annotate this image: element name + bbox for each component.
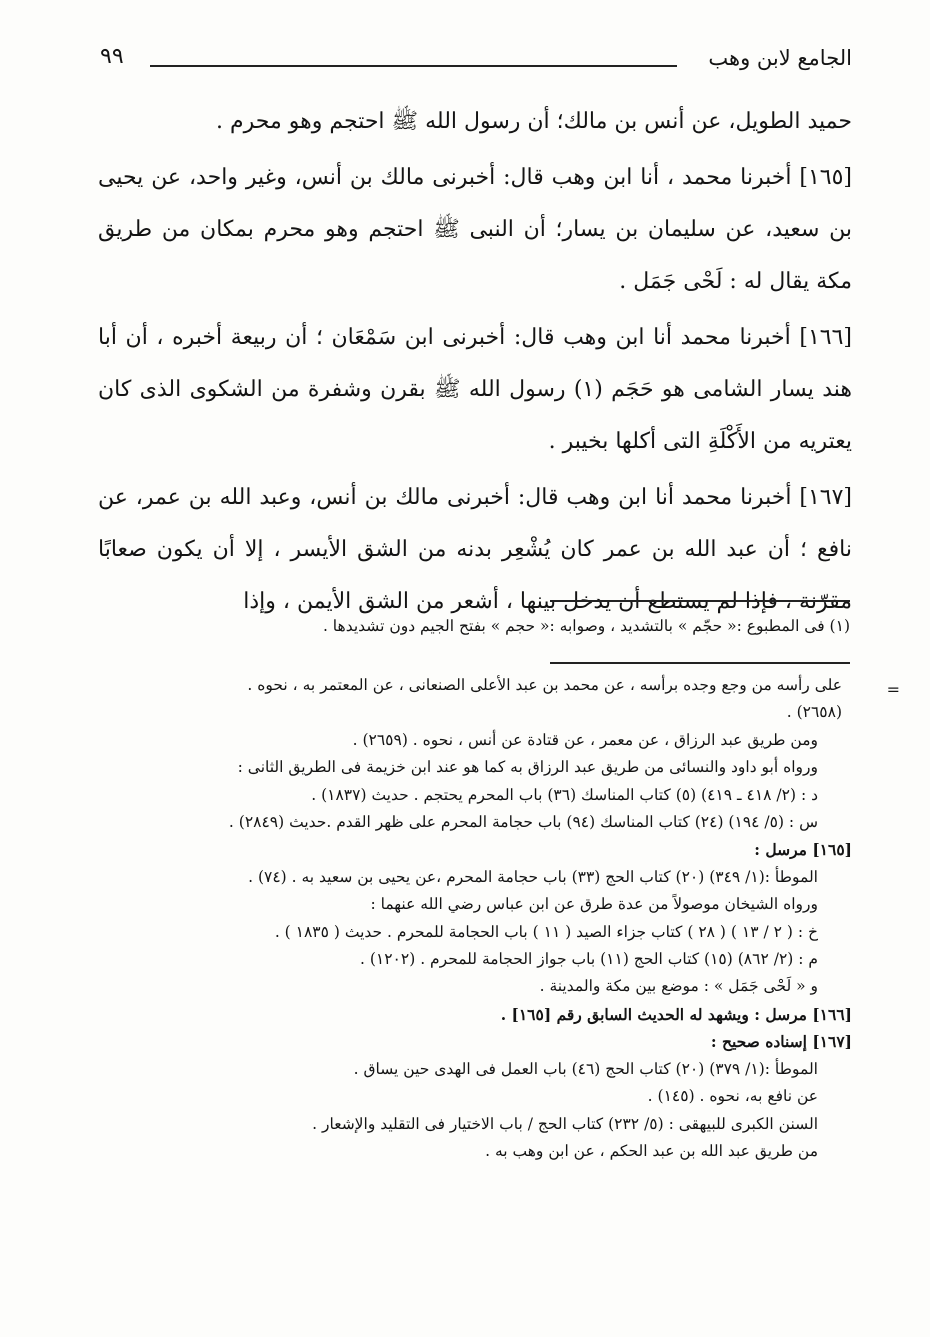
hadith-165 [98, 152, 852, 308]
takhrij-line: ورواه الشيخان موصولاً من عدة طرق عن ابن عباس رضي الله عنهما : [370, 895, 818, 914]
takhrij-line: س : (٥/ ١٩٤) (٢٤) كتاب المناسك (٩٤) باب حجامة المحرم على ظهر القدم .حديث (٢٨٤٩) . [228, 813, 818, 832]
running-header [100, 44, 852, 84]
hadith-number: [١٦٦] [799, 325, 852, 350]
hadith-text: أخبرنا محمد أنا ابن وهب قال: أخبرنى ابن سَمْعَان ؛ أن ربيعة أخبره ، أن أبا هند يسار الشامى هو حَجَم (١) رسول الله ﷺ بقرن وشفرة من الشكوى الذى كان يعتريه من الأَكْلَةِ التى أكلها بخيبر . [98, 325, 853, 454]
takhrij-notes [92, 672, 900, 1165]
paragraph [98, 96, 852, 148]
takhrij-heading: [١٦٧] إسناده صحيح : [710, 1032, 852, 1052]
hadith-text: أخبرنا محمد أنا ابن وهب قال: أخبرنى مالك بن أنس، وعبد الله بن عمر، عن نافع ؛ أن عبد الله بن عمر كان يُشْعِر بدنه من الشق الأيسر ، إلا أن يكون صعابًا مقرّنة ، فإذا لم يستطع أن يدخل بينها ، أشعر من الشق الأيمن ، وإذا [98, 485, 852, 614]
takhrij-line: ورواه أبو داود والنسائى من طريق عبد الرزاق به كما هو عند ابن خزيمة فى الطريق الثانى : [237, 758, 818, 777]
takhrij-heading: [١٦٥] مرسل : [754, 840, 852, 860]
takhrij-line: السنن الكبرى للبيهقى : (٥/ ٢٣٢) كتاب الحج / باب الاختيار فى التقليد والإشعار . [312, 1114, 818, 1133]
footnote: (١) فى المطبوع :« حجّم » بالتشديد ، وصوابه :« حجم » بفتح الجيم دون تشديدها . [322, 617, 850, 635]
main-text [98, 96, 852, 632]
takhrij-line: (٢٦٥٨) . [786, 703, 842, 722]
page-number: ٩٩ [100, 44, 124, 69]
takhrij-line: الموطأ :(١/ ٣٤٩) (٢٠) كتاب الحج (٣٣) باب حجامة المحرم ،عن يحيى بن سعيد به . (٧٤) . [248, 867, 818, 886]
takhrij-line: الموطأ :(١/ ٣٧٩) (٢٠) كتاب الحج (٤٦) باب العمل فى الهدى حين يساق . [353, 1059, 818, 1078]
takhrij-heading: [١٦٦] مرسل : ويشهد له الحديث السابق رقم [١٦٥] . [500, 1004, 852, 1024]
hadith-166 [98, 312, 852, 468]
continuation-mark: = [886, 680, 900, 699]
takhrij-line: د : (٢/ ٤١٨ ـ ٤١٩) (٥) كتاب المناسك (٣٦) باب المحرم يحتجم . حديث (١٨٣٧) . [311, 785, 818, 804]
hadith-167 [98, 472, 852, 628]
takhrij-rule [550, 662, 850, 664]
takhrij-line: من طريق عبد الله بن عبد الحكم ، عن ابن وهب به . [485, 1141, 818, 1160]
paragraph-text: حميد الطويل، عن أنس بن مالك؛ أن رسول الله ﷺ احتجم وهو محرم . [216, 109, 852, 134]
takhrij-line: عن نافع به، نحوه . (١٤٥) . [647, 1087, 818, 1106]
book-title: الجامع لابن وهب [708, 46, 852, 70]
hadith-text: أخبرنا محمد ، أنا ابن وهب قال: أخبرنى مالك بن أنس، وغير واحد، عن يحيى بن سعيد، عن سليمان بن يسار؛ أن النبى ﷺ احتجم وهو محرم بمكان من طريق مكة يقال له : لَحْى جَمَل . [98, 165, 852, 294]
hadith-number: [١٦٥] [799, 165, 852, 190]
takhrij-line: و « لَحْى جَمَل » : موضع بين مكة والمدينة . [539, 977, 818, 996]
takhrij-line: على رأسه من وجع وجده برأسه ، عن محمد بن عبد الأعلى الصنعانى ، عن المعتمر به ، نحوه . [247, 676, 842, 694]
takhrij-line: خ : ( ٢ / ١٣ ) ( ٢٨ ) كتاب جزاء الصيد ( ١١ ) باب الحجامة للمحرم . حديث ( ١٨٣٥ ) . [274, 922, 818, 941]
header-rule [150, 65, 677, 67]
takhrij-line: ومن طريق عبد الرزاق ، عن معمر ، عن قتادة عن أنس ، نحوه . (٢٦٥٩) . [352, 730, 818, 749]
hadith-number: [١٦٧] [799, 485, 852, 510]
footnote-rule [550, 600, 850, 602]
takhrij-line: م : (٢/ ٨٦٢) (١٥) كتاب الحج (١١) باب جواز الحجامة للمحرم . (١٢٠٢) . [360, 950, 818, 969]
